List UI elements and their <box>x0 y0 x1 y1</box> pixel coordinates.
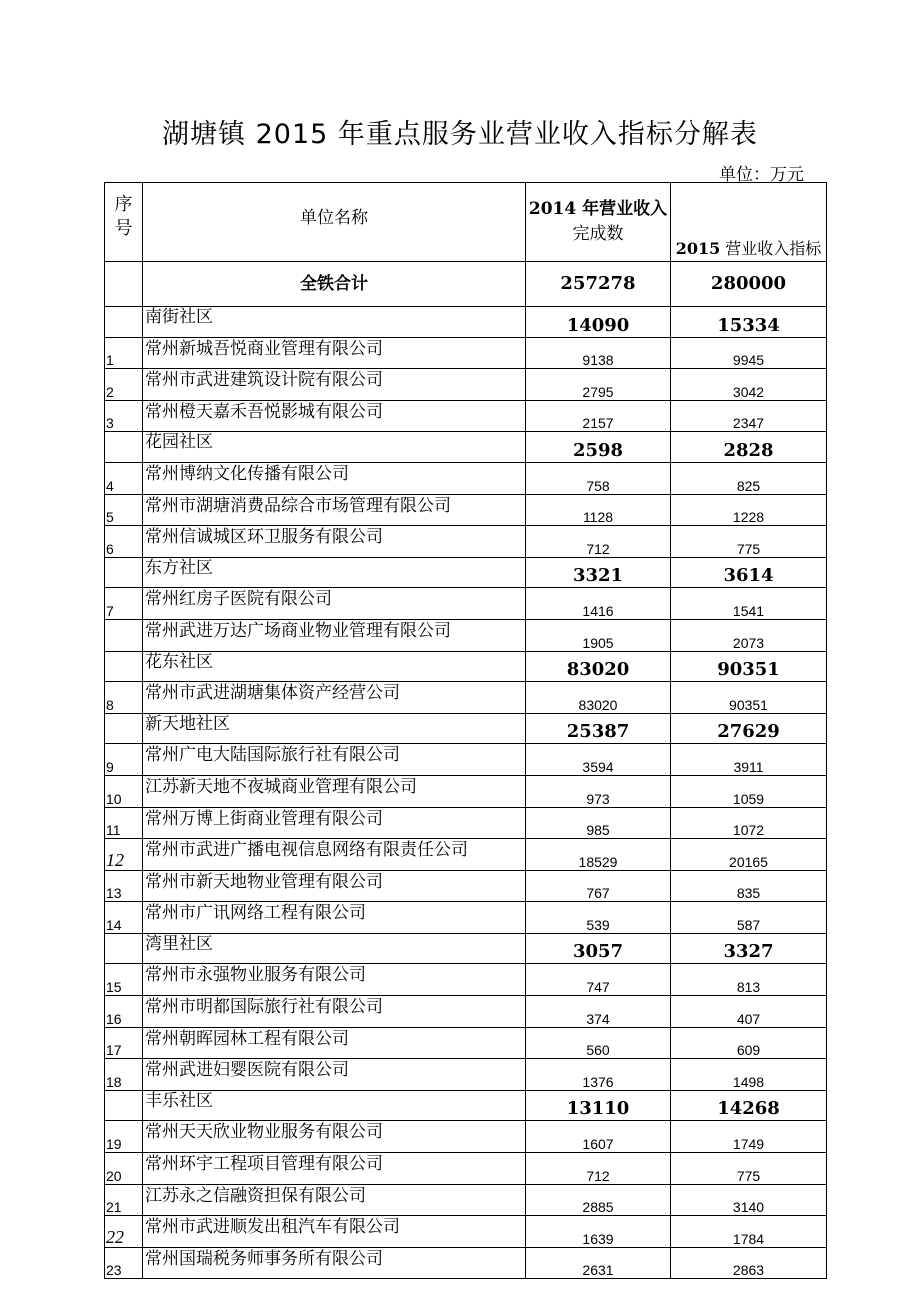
value-2014: 1639 <box>526 1216 671 1248</box>
row-index <box>105 713 143 744</box>
table-row <box>105 369 827 401</box>
row-index <box>105 432 143 463</box>
row-index: 2 <box>105 369 143 401</box>
table-row <box>105 1027 827 1059</box>
value-2014: 25387 <box>526 713 671 744</box>
header-2015-text: 2015 营业收入指标 <box>675 239 822 258</box>
value-2014: 14090 <box>526 307 671 338</box>
row-index: 19 <box>105 1121 143 1153</box>
value-2015: 2347 <box>671 400 827 432</box>
value-2015: 813 <box>671 964 827 996</box>
total-index <box>105 262 143 307</box>
value-2015: 407 <box>671 996 827 1028</box>
table-row <box>105 744 827 776</box>
document-title: 湖塘镇 2015 年重点服务业营业收入指标分解表 <box>162 119 758 150</box>
value-2015: 1498 <box>671 1059 827 1091</box>
table-row <box>105 619 827 651</box>
company-name: 江苏永之信融资担保有限公司 <box>143 1184 526 1216</box>
value-2014: 2631 <box>526 1247 671 1279</box>
table-row <box>105 1153 827 1185</box>
company-name: 江苏新天地不夜城商业管理有限公司 <box>143 775 526 807</box>
row-index: 11 <box>105 807 143 839</box>
table-row <box>105 400 827 432</box>
company-name: 常州天天欣业物业服务有限公司 <box>143 1121 526 1153</box>
header-2014-line2: 完成数 <box>572 223 624 244</box>
value-2014: 539 <box>526 902 671 934</box>
row-index: 21 <box>105 1184 143 1216</box>
value-2014: 758 <box>526 462 671 494</box>
value-2015: 90351 <box>671 682 827 714</box>
company-name: 常州市武进湖塘集体资产经营公司 <box>143 682 526 714</box>
table-row <box>105 964 827 996</box>
group-row <box>105 713 827 744</box>
group-name: 南街社区 <box>143 307 526 338</box>
row-index <box>105 619 143 651</box>
company-name: 常州新城吾悦商业管理有限公司 <box>143 337 526 369</box>
company-name: 常州市明都国际旅行社有限公司 <box>143 996 526 1028</box>
table-row <box>105 807 827 839</box>
table-row <box>105 462 827 494</box>
group-row <box>105 1090 827 1121</box>
company-name: 常州朝晖园林工程有限公司 <box>143 1027 526 1059</box>
row-index: 9 <box>105 744 143 776</box>
row-index: 16 <box>105 996 143 1028</box>
company-name: 常州市湖塘消费品综合市场管理有限公司 <box>143 494 526 526</box>
header-index-text: 序 号 <box>114 194 133 240</box>
value-2015: 1072 <box>671 807 827 839</box>
value-2014: 83020 <box>526 682 671 714</box>
value-2014: 560 <box>526 1027 671 1059</box>
header-2015 <box>671 183 827 262</box>
header-name: 单位名称 <box>143 183 526 262</box>
value-2015: 3614 <box>671 557 827 588</box>
table-row <box>105 1059 827 1091</box>
value-2014: 13110 <box>526 1090 671 1121</box>
value-2015: 3327 <box>671 933 827 964</box>
value-2015: 20165 <box>671 839 827 871</box>
header-row <box>105 183 827 262</box>
value-2014: 1128 <box>526 494 671 526</box>
company-name: 常州国瑞税务师事务所有限公司 <box>143 1247 526 1279</box>
value-2015: 1749 <box>671 1121 827 1153</box>
row-index: 15 <box>105 964 143 996</box>
value-2014: 1607 <box>526 1121 671 1153</box>
company-name: 常州武进妇婴医院有限公司 <box>143 1059 526 1091</box>
row-index: 3 <box>105 400 143 432</box>
row-index: 5 <box>105 494 143 526</box>
value-2015: 9945 <box>671 337 827 369</box>
row-index <box>105 651 143 682</box>
row-index: 22 <box>105 1216 143 1248</box>
value-2014: 747 <box>526 964 671 996</box>
value-2015: 587 <box>671 902 827 934</box>
value-2015: 775 <box>671 1153 827 1185</box>
header-2014-line1: 2014 年营业收入 <box>528 199 668 219</box>
row-index: 4 <box>105 462 143 494</box>
value-2015: 3140 <box>671 1184 827 1216</box>
value-2015: 775 <box>671 526 827 558</box>
table-row <box>105 494 827 526</box>
company-name: 常州博纳文化传播有限公司 <box>143 462 526 494</box>
row-index <box>105 933 143 964</box>
value-2015: 2863 <box>671 1247 827 1279</box>
row-index <box>105 307 143 338</box>
header-index <box>105 183 143 262</box>
company-name: 常州万博上街商业管理有限公司 <box>143 807 526 839</box>
company-name: 常州武进万达广场商业物业管理有限公司 <box>143 619 526 651</box>
value-2014: 2157 <box>526 400 671 432</box>
table-row <box>105 1121 827 1153</box>
row-index: 13 <box>105 870 143 902</box>
row-index: 7 <box>105 588 143 620</box>
company-name: 常州市武进建筑设计院有限公司 <box>143 369 526 401</box>
value-2015: 2073 <box>671 619 827 651</box>
company-name: 常州广电大陆国际旅行社有限公司 <box>143 744 526 776</box>
company-name: 常州市广讯网络工程有限公司 <box>143 902 526 934</box>
value-2014: 3057 <box>526 933 671 964</box>
value-2014: 1376 <box>526 1059 671 1091</box>
table-row <box>105 1216 827 1248</box>
value-2015: 2828 <box>671 432 827 463</box>
value-2015: 609 <box>671 1027 827 1059</box>
value-2014: 18529 <box>526 839 671 871</box>
table-row <box>105 996 827 1028</box>
value-2015: 27629 <box>671 713 827 744</box>
total-2015: 280000 <box>671 262 827 307</box>
company-name: 常州信诚城区环卫服务有限公司 <box>143 526 526 558</box>
group-row <box>105 651 827 682</box>
value-2014: 374 <box>526 996 671 1028</box>
company-name: 常州市新天地物业管理有限公司 <box>143 870 526 902</box>
value-2015: 15334 <box>671 307 827 338</box>
value-2014: 3321 <box>526 557 671 588</box>
value-2014: 1905 <box>526 619 671 651</box>
row-index: 20 <box>105 1153 143 1185</box>
table-row <box>105 839 827 871</box>
group-name: 花园社区 <box>143 432 526 463</box>
company-name: 常州市武进广播电视信息网络有限责任公司 <box>143 839 526 871</box>
table-row <box>105 337 827 369</box>
row-index: 14 <box>105 902 143 934</box>
value-2015: 1784 <box>671 1216 827 1248</box>
value-2015: 14268 <box>671 1090 827 1121</box>
table-row <box>105 682 827 714</box>
row-index: 8 <box>105 682 143 714</box>
value-2015: 825 <box>671 462 827 494</box>
value-2014: 9138 <box>526 337 671 369</box>
value-2015: 90351 <box>671 651 827 682</box>
value-2014: 985 <box>526 807 671 839</box>
group-name: 东方社区 <box>143 557 526 588</box>
total-name: 全铁合计 <box>143 262 526 307</box>
row-index: 10 <box>105 775 143 807</box>
value-2015: 1059 <box>671 775 827 807</box>
value-2014: 712 <box>526 1153 671 1185</box>
row-index <box>105 1090 143 1121</box>
group-row <box>105 432 827 463</box>
value-2014: 1416 <box>526 588 671 620</box>
group-name: 新天地社区 <box>143 713 526 744</box>
total-2014: 257278 <box>526 262 671 307</box>
revenue-table <box>104 182 827 1279</box>
table-row <box>105 588 827 620</box>
value-2015: 835 <box>671 870 827 902</box>
company-name: 常州环宇工程项目管理有限公司 <box>143 1153 526 1185</box>
table-row <box>105 1247 827 1279</box>
table-row <box>105 870 827 902</box>
value-2014: 2598 <box>526 432 671 463</box>
row-index: 6 <box>105 526 143 558</box>
value-2014: 712 <box>526 526 671 558</box>
company-name: 常州橙天嘉禾吾悦影城有限公司 <box>143 400 526 432</box>
group-name: 丰乐社区 <box>143 1090 526 1121</box>
group-name: 花东社区 <box>143 651 526 682</box>
row-index: 23 <box>105 1247 143 1279</box>
value-2015: 1541 <box>671 588 827 620</box>
row-index: 18 <box>105 1059 143 1091</box>
row-index: 1 <box>105 337 143 369</box>
table-row <box>105 1184 827 1216</box>
table-row <box>105 902 827 934</box>
group-name: 湾里社区 <box>143 933 526 964</box>
value-2014: 83020 <box>526 651 671 682</box>
group-row <box>105 557 827 588</box>
company-name: 常州市武进顺发出租汽车有限公司 <box>143 1216 526 1248</box>
table-row <box>105 526 827 558</box>
value-2014: 2795 <box>526 369 671 401</box>
company-name: 常州市永强物业服务有限公司 <box>143 964 526 996</box>
group-row <box>105 933 827 964</box>
row-index: 12 <box>105 839 143 871</box>
row-index: 17 <box>105 1027 143 1059</box>
value-2014: 767 <box>526 870 671 902</box>
table-row <box>105 775 827 807</box>
total-row <box>105 262 827 307</box>
value-2014: 973 <box>526 775 671 807</box>
company-name: 常州红房子医院有限公司 <box>143 588 526 620</box>
value-2014: 3594 <box>526 744 671 776</box>
value-2015: 3911 <box>671 744 827 776</box>
value-2015: 1228 <box>671 494 827 526</box>
header-2014 <box>526 183 671 262</box>
unit-label: 单位：万元 <box>719 165 804 185</box>
group-row <box>105 307 827 338</box>
row-index <box>105 557 143 588</box>
value-2014: 2885 <box>526 1184 671 1216</box>
value-2015: 3042 <box>671 369 827 401</box>
